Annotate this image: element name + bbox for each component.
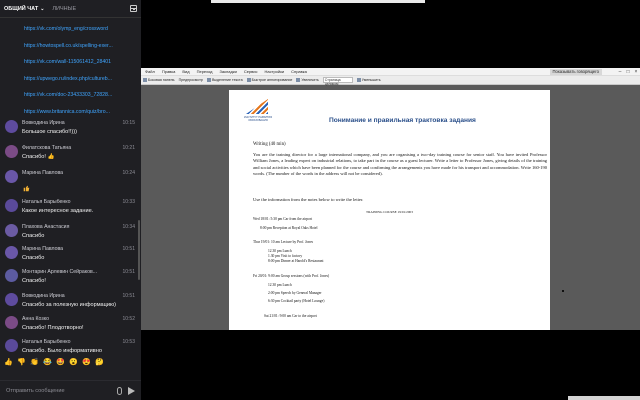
sidebar-button[interactable] <box>143 78 175 82</box>
zoom-out-button[interactable] <box>357 78 381 82</box>
message-text: Большое спасибо!!))) <box>22 129 77 135</box>
avatar[interactable] <box>5 170 18 183</box>
tab-private[interactable] <box>52 6 76 12</box>
message-author[interactable]: Вовкодина Ирина <box>22 293 65 299</box>
text-select-icon <box>207 78 211 82</box>
tab-general-chat[interactable] <box>4 6 44 12</box>
reaction-laugh-icon[interactable]: 😂 <box>43 359 52 366</box>
reaction-thumbs-up-icon[interactable]: 👍 <box>4 359 13 366</box>
message-author[interactable]: Наталья Барыбенко <box>22 199 71 205</box>
preview-button-label: Предпросмотр <box>178 78 203 82</box>
logo-stripes <box>246 99 268 114</box>
show-speaker-button[interactable] <box>550 69 602 75</box>
menu-item-file[interactable]: Файл <box>145 69 155 74</box>
preview-button[interactable] <box>179 78 203 82</box>
menu-item-tools[interactable]: Сервис <box>243 69 258 74</box>
link-list <box>0 18 141 125</box>
chat-link[interactable]: https://vk.com/wall-115061412_28401 <box>24 59 111 65</box>
message-text: Спасибо. Было информативно <box>22 348 102 354</box>
schedule-line: Wed 18/01: 5:30 pm Car from the airport <box>253 217 313 221</box>
message-time: 10:15 <box>122 120 135 126</box>
avatar[interactable] <box>5 316 18 329</box>
page-title: Понимание и правильная трактовка задания <box>329 117 476 124</box>
task-instruction: Use the information from the notes below to write the letter. <box>253 197 364 202</box>
page-mode-select[interactable]: Страница целиком <box>323 77 353 83</box>
message-text: Спасибо! Плодотворно! <box>22 325 84 331</box>
message-time: 10:21 <box>122 145 135 151</box>
message-author[interactable]: Марина Павлова <box>22 170 64 176</box>
message-text: Спасибо! 👍 <box>22 154 55 160</box>
reaction-thinking-icon[interactable]: 🤔 <box>95 359 104 366</box>
message-text: Спасибо <box>22 233 45 239</box>
schedule-line: 8:00 pm Reception at Royal Oaks Hotel <box>260 226 318 230</box>
message-author[interactable]: Наталья Барыбенко <box>22 339 71 345</box>
course-heading: TRAINING COURSE 19/01/2003 <box>366 210 413 214</box>
avatar[interactable] <box>5 199 18 212</box>
message-time: 10:24 <box>122 170 135 176</box>
menu-item-help[interactable]: Справка <box>291 69 307 74</box>
reaction-thumbs-down-icon[interactable]: 👎 <box>17 359 26 366</box>
message-author[interactable]: Анна Козко <box>22 316 49 322</box>
show-speaker-label: Показывать говорящего <box>552 68 599 74</box>
text-select-button[interactable] <box>207 78 243 82</box>
shared-screen <box>141 68 640 330</box>
menu-bar <box>141 68 640 76</box>
message-text: Спасибо за полезную информацию) <box>22 302 117 308</box>
schedule-line: 12.30 pm Lunch <box>268 283 292 287</box>
zoom-out-label: Уменьшить <box>361 78 381 82</box>
chat-panel <box>0 0 141 400</box>
avatar[interactable] <box>5 120 18 133</box>
schedule-line: 6:30 pm Cocktail party (Hotel Lounge) <box>268 299 325 303</box>
reaction-surprise-icon[interactable]: 😮 <box>69 359 78 366</box>
tab-general-chat-label: ОБЩИЙ ЧАТ <box>4 5 39 12</box>
task-body: You are the training director for a large international company, and you are organising a two-day training course for senior staff. You have invited Professor William Jones, a leading expert on industrial relations, to take part in the course as a guest lecturer. Write a letter to Professor Jones, giving details of the training and social activities which have been planned for the course and confirming the arrangements you have made for his transport and accommodation. Write 160-190 words. (The number of the words in the address will not be considered). <box>253 152 547 176</box>
chat-link[interactable]: https://www.britannica.com/quiz/bro... <box>24 108 110 115</box>
schedule-line: 2:00 pm Speech by General Manager <box>268 291 322 295</box>
popout-window-icon[interactable] <box>130 5 137 12</box>
menu-item-bookmarks[interactable]: Закладки <box>219 69 237 74</box>
chat-link[interactable]: https://howtospell.co.uk/spelling-exer... <box>24 42 113 49</box>
schedule-line: 1.30 pm Visit to factory <box>268 254 303 258</box>
writing-label: Writing (40 min) <box>253 142 286 147</box>
schedule-line: Sat 21/01: 9:00 am Car to the airport <box>264 314 317 318</box>
viewer-toolbar <box>141 76 640 85</box>
sidebar-button-label: Боковая панель <box>148 78 175 82</box>
thumbs-up-icon <box>23 179 30 186</box>
tab-private-label: ЛИЧНЫЕ <box>52 5 77 12</box>
attach-icon[interactable] <box>117 387 122 395</box>
annotate-icon <box>247 78 251 82</box>
minimize-icon[interactable]: – <box>618 68 622 75</box>
zoom-out-icon <box>357 78 361 82</box>
chat-link[interactable]: https://vk.com/olymp_eng/crossword <box>24 26 108 32</box>
logo-text: ИНСТИТУТ РАЗВИТИЯ ОБРАЗОВАНИЯ <box>243 116 273 122</box>
reaction-star-eyes-icon[interactable]: 🤩 <box>56 359 65 366</box>
message-text: Спасибо! <box>22 278 46 284</box>
chat-link[interactable]: https://vk.com/doc-23433303_72828... <box>24 92 113 98</box>
message-input[interactable]: Отправить сообщение <box>6 387 65 394</box>
message-author[interactable]: Марина Павлова <box>22 246 64 252</box>
schedule-line: Fri 20/01: 9:00 am Group sessions (with Prof. Jones) <box>253 274 330 278</box>
avatar[interactable] <box>5 269 18 282</box>
message-author[interactable]: Вовкодина Ирина <box>22 120 65 126</box>
reaction-heart-eyes-icon[interactable]: 😍 <box>82 359 91 366</box>
avatar[interactable] <box>5 224 18 237</box>
reaction-clap-icon[interactable]: 👏 <box>30 359 39 366</box>
message-time: 10:51 <box>122 246 135 252</box>
close-icon[interactable]: × <box>634 68 638 75</box>
schedule-line: 12.30 pm Lunch <box>268 249 292 253</box>
schedule-line: Thur 19/01: 10 am Lecture by Prof. Jones <box>253 240 314 244</box>
chevron-down-icon: ⌄ <box>40 5 45 12</box>
menu-item-edit[interactable]: Правка <box>161 69 176 74</box>
chat-message <box>0 165 141 195</box>
chat-scrollbar[interactable] <box>138 220 140 280</box>
quick-annotate-label: Быстрое аннотирование <box>251 78 293 82</box>
avatar[interactable] <box>5 246 18 259</box>
screen-top-strip <box>211 0 425 3</box>
text-select-label: Выделение текста <box>211 78 243 82</box>
message-time: 10:52 <box>122 316 135 322</box>
schedule-line: 8:00 pm Dinner at Harold's Restaurant <box>268 259 324 263</box>
document-page <box>229 90 550 330</box>
menu-item-go[interactable]: Переход <box>196 69 213 74</box>
message-time: 10:51 <box>122 269 135 275</box>
mouse-cursor <box>562 290 564 292</box>
reaction-bar <box>4 359 104 367</box>
chat-header <box>0 0 141 18</box>
menu-item-view[interactable]: Вид <box>182 69 190 74</box>
message-author[interactable]: Монтарин Арлевин Сейраков... <box>22 269 98 275</box>
avatar[interactable] <box>5 293 18 306</box>
quick-annotate-button[interactable] <box>247 78 293 82</box>
zoom-in-label: Увеличить <box>301 78 319 82</box>
message-time: 10:34 <box>122 224 135 230</box>
sidebar-icon <box>143 78 147 82</box>
message-time: 10:53 <box>122 339 135 345</box>
avatar[interactable] <box>5 145 18 158</box>
maximize-icon[interactable]: □ <box>626 68 630 75</box>
menu-item-settings[interactable]: Настройки <box>264 69 285 74</box>
message-author[interactable]: Плахова Анастасия <box>22 224 70 230</box>
message-author[interactable]: Филатскова Татьяна <box>22 145 72 151</box>
zoom-in-button[interactable] <box>296 78 318 82</box>
send-icon[interactable] <box>128 387 135 395</box>
avatar[interactable] <box>5 339 18 352</box>
compose-bar <box>0 380 141 400</box>
message-text: Спасибо <box>22 255 45 261</box>
message-time: 10:51 <box>122 293 135 299</box>
message-text: Какое интересное задание. <box>22 208 94 214</box>
institute-logo <box>239 99 277 127</box>
zoom-in-icon <box>296 78 300 82</box>
message-time: 10:33 <box>122 199 135 205</box>
bottom-strip <box>568 396 640 400</box>
chat-link[interactable]: https://upwego.ru/index.php/cultureb... <box>24 75 112 82</box>
